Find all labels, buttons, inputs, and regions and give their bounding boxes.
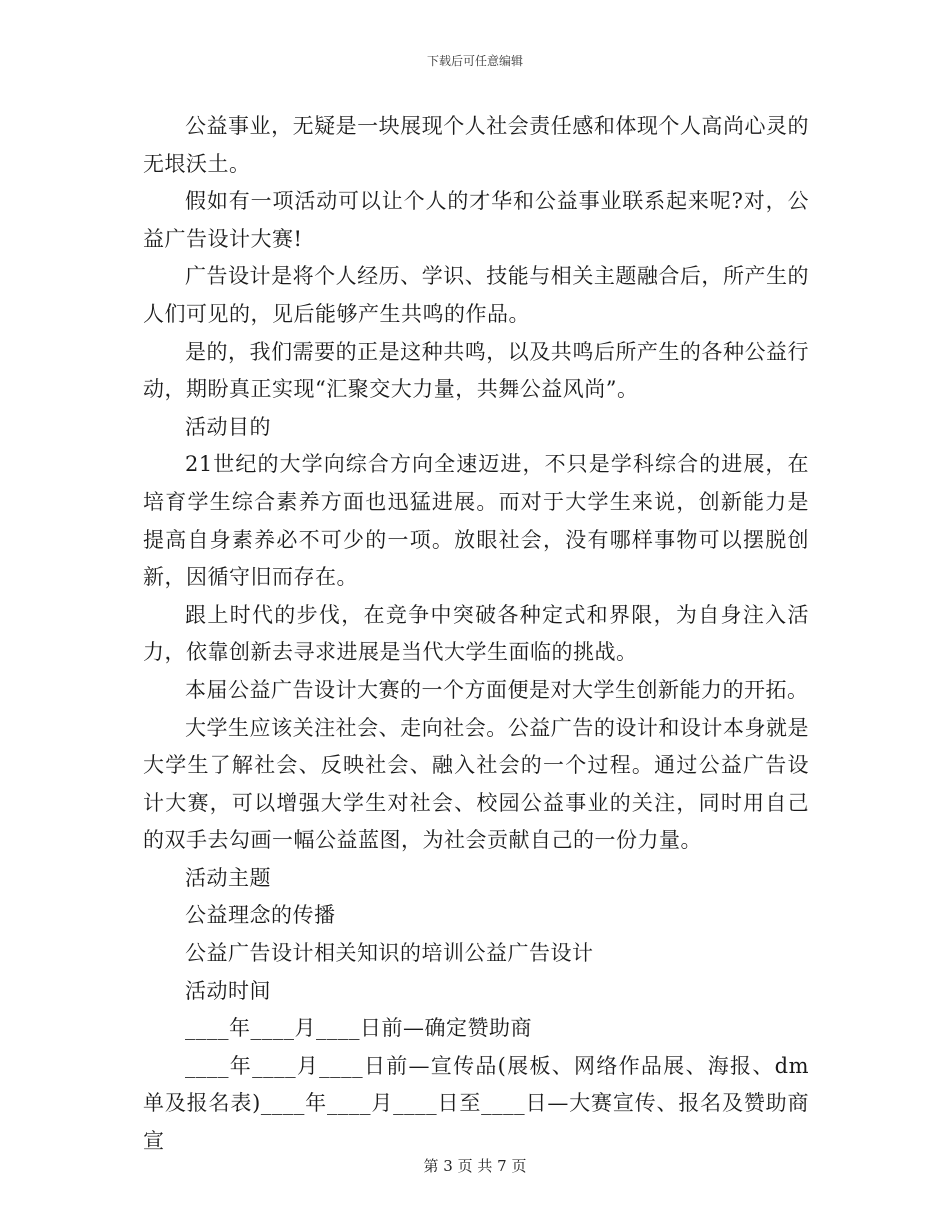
page-header: 下载后可任意编辑 [426, 54, 523, 68]
page-number: 第 3 页 共 7 页 [423, 1157, 527, 1175]
paragraph: 公益广告设计相关知识的培训公益广告设计 [185, 941, 594, 966]
paragraph: 广告设计是将个人经历、学识、技能与相关主题融合后，所产生的人们可见的，见后能够产生共鸣的作品。 [143, 264, 809, 326]
paragraph: 假如有一项活动可以让个人的才华和公益事业联系起来呢?对，公益广告设计大赛! [143, 189, 809, 251]
document-body [143, 108, 809, 1161]
paragraph: 公益理念的传播 [185, 903, 336, 928]
schedule-item: ____年____月____日前—确定赞助商 [185, 1016, 532, 1041]
section-heading-purpose: 活动目的 [185, 414, 271, 439]
schedule-item: ____年____月____日前—宣传品(展板、网络作品展、海报、dm单及报名表)____年____月____日至____日—大赛宣传、报名及赞助商宣 [143, 1053, 809, 1154]
section-heading-theme: 活动主题 [185, 865, 271, 890]
paragraph: 21世纪的大学向综合方向全速迈进，不只是学科综合的进展，在培育学生综合素养方面也迅猛进展。而对于大学生来说，创新能力是提高自身素养必不可少的一项。放眼社会，没有哪样事物可以摆脱创新，因循守旧而存在。 [143, 452, 809, 590]
section-heading-time: 活动时间 [185, 978, 271, 1003]
paragraph: 是的，我们需要的正是这种共鸣，以及共鸣后所产生的各种公益行动，期盼真正实现“汇聚交大力量，共舞公益风尚”。 [143, 339, 809, 402]
paragraph: 大学生应该关注社会、走向社会。公益广告的设计和设计本身就是大学生了解社会、反映社会、融入社会的一个过程。通过公益广告设计大赛，可以增强大学生对社会、校园公益事业的关注，同时用自己的双手去勾画一幅公益蓝图，为社会贡献自己的一份力量。 [143, 715, 809, 853]
paragraph: 公益事业，无疑是一块展现个人社会责任感和体现个人高尚心灵的无垠沃土。 [143, 114, 809, 176]
paragraph: 本届公益广告设计大赛的一个方面便是对大学生创新能力的开拓。 [185, 677, 809, 702]
paragraph: 跟上时代的步伐，在竞争中突破各种定式和界限，为自身注入活力，依靠创新去寻求进展是当代大学生面临的挑战。 [143, 602, 809, 665]
